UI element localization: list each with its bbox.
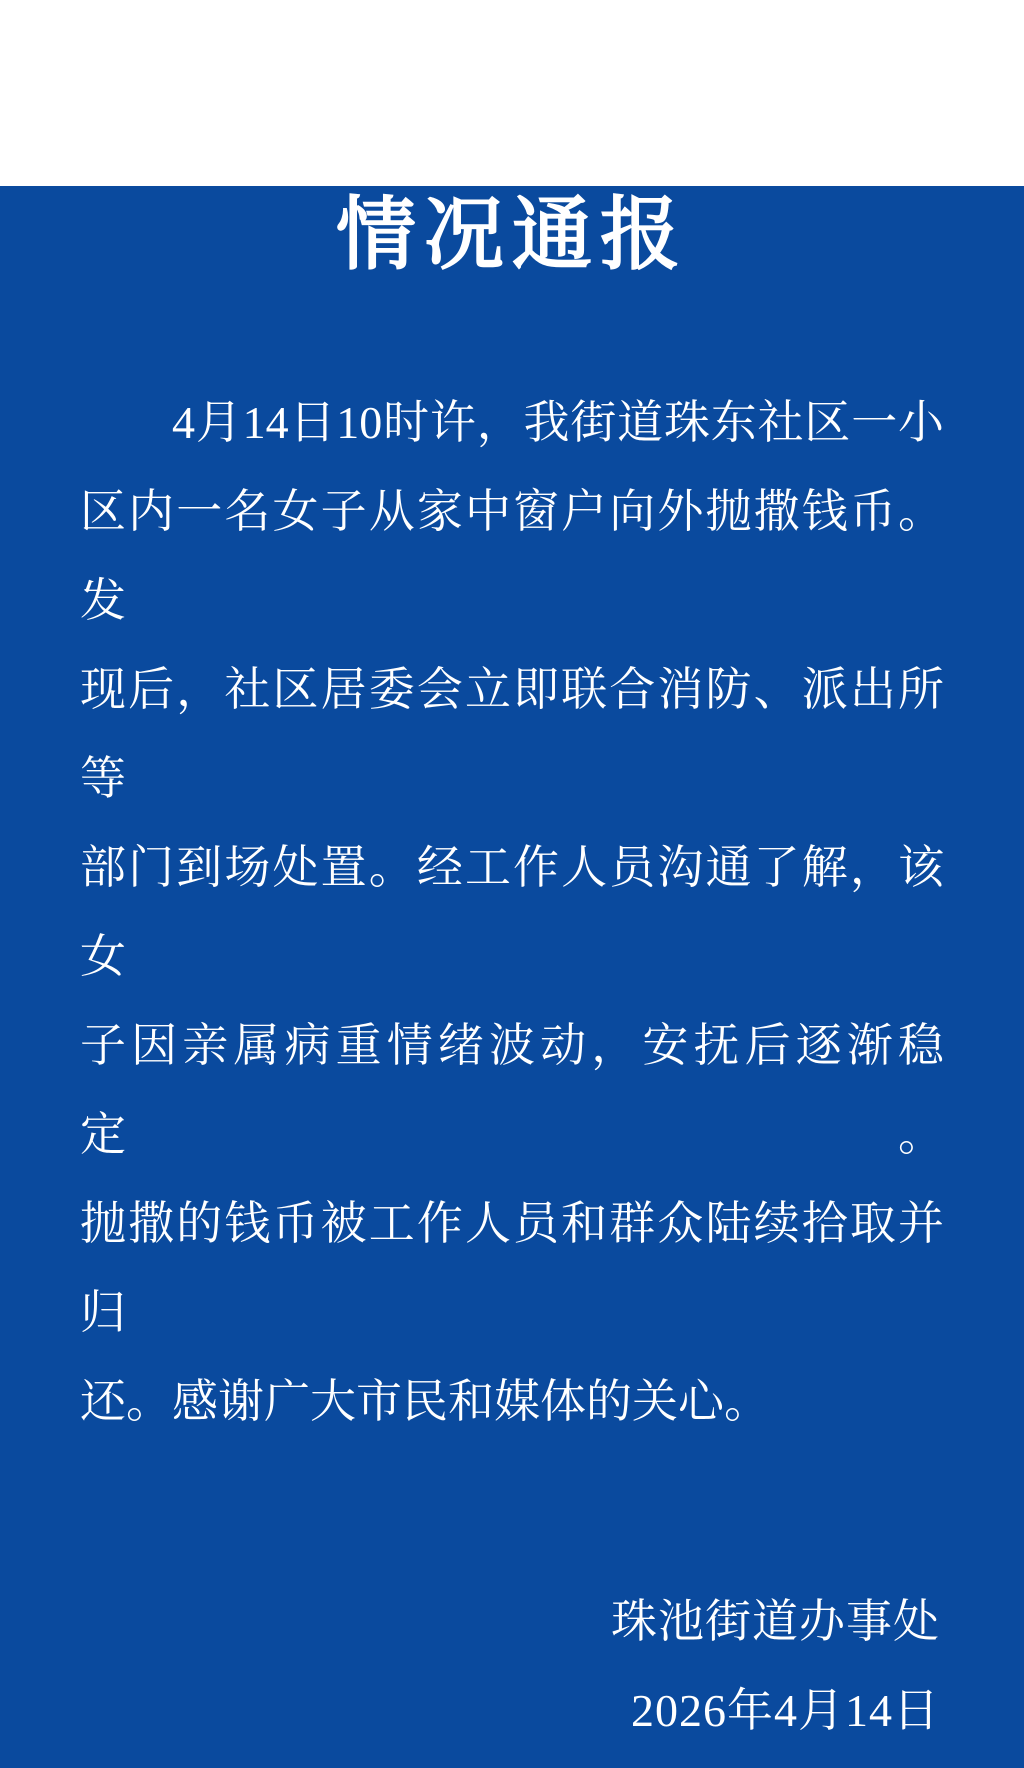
body-line-7: 还。感谢广大市民和媒体的关心。 (80, 1376, 770, 1427)
body-line-2: 区内一名女子从家中窗户向外抛撒钱币。发 (80, 486, 944, 626)
body-line-3: 现后，社区居委会立即联合消防、派出所等 (80, 664, 944, 804)
issue-date: 2026年4月14日 (631, 1685, 940, 1736)
body-line-6: 抛撒的钱币被工作人员和群众陆续拾取并归 (80, 1198, 944, 1338)
body-line-1: 4月14日10时许，我街道珠东社区一小 (172, 397, 944, 448)
signature-block (0, 1577, 1024, 1755)
body-line-5: 子因亲属病重情绪波动，安抚后逐渐稳定。 (80, 1020, 944, 1160)
issuer-signature: 珠池街道办事处 (611, 1596, 940, 1647)
body-line-4: 部门到场处置。经工作人员沟通了解，该女 (80, 842, 944, 982)
notice-page (0, 186, 1024, 1768)
notice-title: 情况通报 (336, 192, 688, 280)
notice-body (0, 378, 1024, 1446)
